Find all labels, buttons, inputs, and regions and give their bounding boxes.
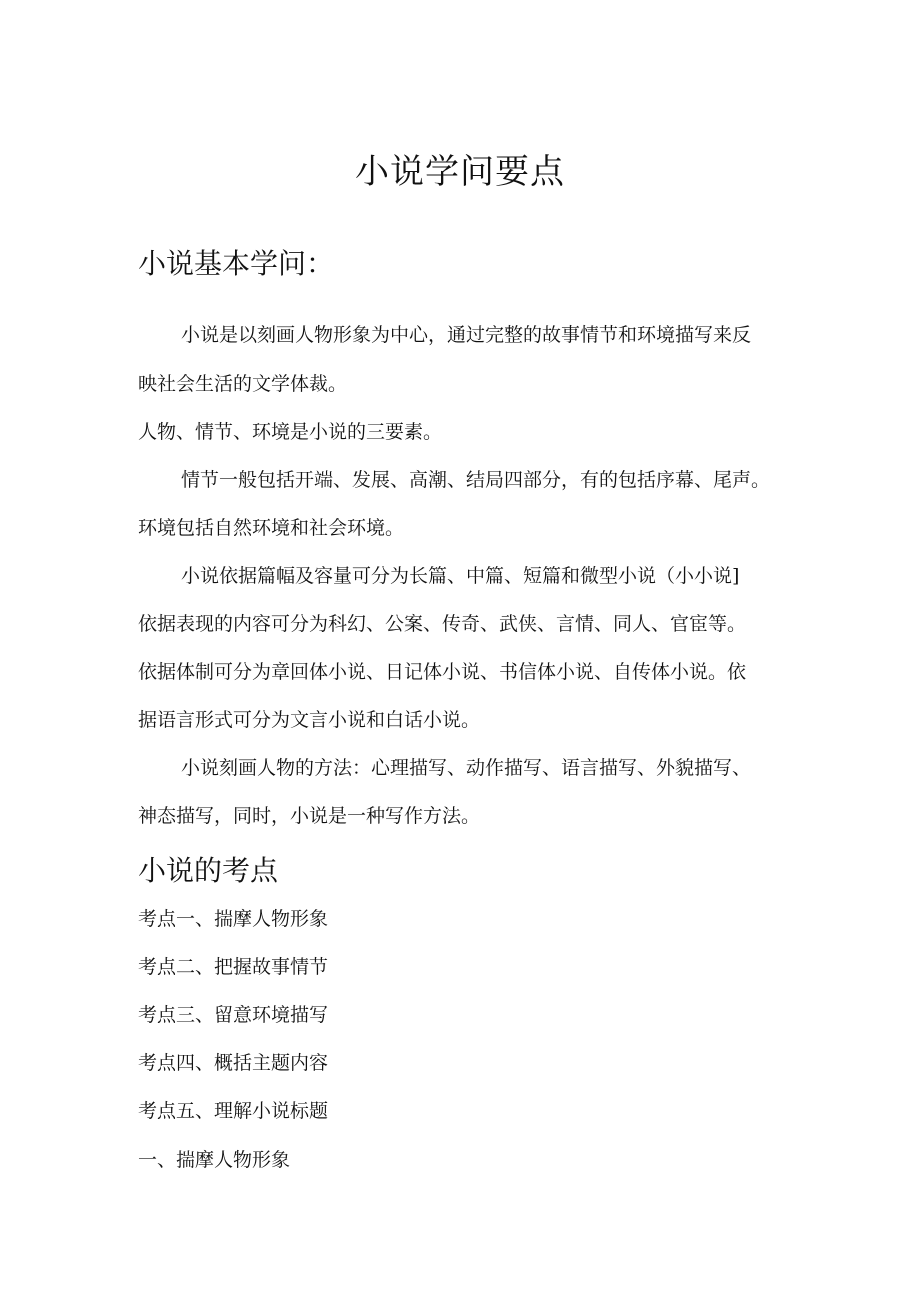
paragraph-line: 环境包括自然环境和社会环境。	[138, 517, 405, 539]
paragraph-line: 依据体制可分为章回体小说、日记体小说、书信体小说、自传体小说。依	[138, 661, 747, 683]
paragraph-line: 小说依据篇幅及容量可分为长篇、中篇、短篇和微型小说（小小说]	[181, 565, 740, 587]
exam-point-item: 考点四、概括主题内容	[138, 1052, 329, 1074]
paragraph-line: 小说是以刻画人物形象为中心，通过完整的故事情节和环境描写来反	[181, 324, 752, 346]
paragraph-line: 小说刻画人物的方法：心理描写、动作描写、语言描写、外貌描写、	[181, 757, 752, 779]
paragraph-line: 人物、情节、环境是小说的三要素。	[138, 421, 443, 443]
exam-point-item: 考点五、理解小说标题	[138, 1100, 329, 1122]
exam-point-item: 考点二、把握故事情节	[138, 956, 329, 978]
paragraph-line: 据语言形式可分为文言小说和白话小说。	[138, 709, 481, 731]
subsection-heading: 一、揣摩人物形象	[138, 1149, 291, 1171]
paragraph-line: 依据表现的内容可分为科幻、公案、传奇、武侠、言情、同人、官宦等。	[138, 613, 747, 635]
page-title: 小说学问要点	[355, 152, 565, 192]
paragraph-line: 神态描写，同时，小说是一种写作方法。	[138, 805, 481, 827]
paragraph-line: 映社会生活的文学体裁。	[138, 373, 348, 395]
exam-point-item: 考点一、揣摩人物形象	[138, 908, 329, 930]
paragraph-line: 情节一般包括开端、发展、高潮、结局四部分，有的包括序幕、尾声。	[181, 469, 771, 491]
section-heading-basics: 小说基本学问：	[138, 247, 335, 280]
exam-point-item: 考点三、留意环境描写	[138, 1004, 329, 1026]
section-heading-exam-points: 小说的考点	[138, 854, 279, 887]
